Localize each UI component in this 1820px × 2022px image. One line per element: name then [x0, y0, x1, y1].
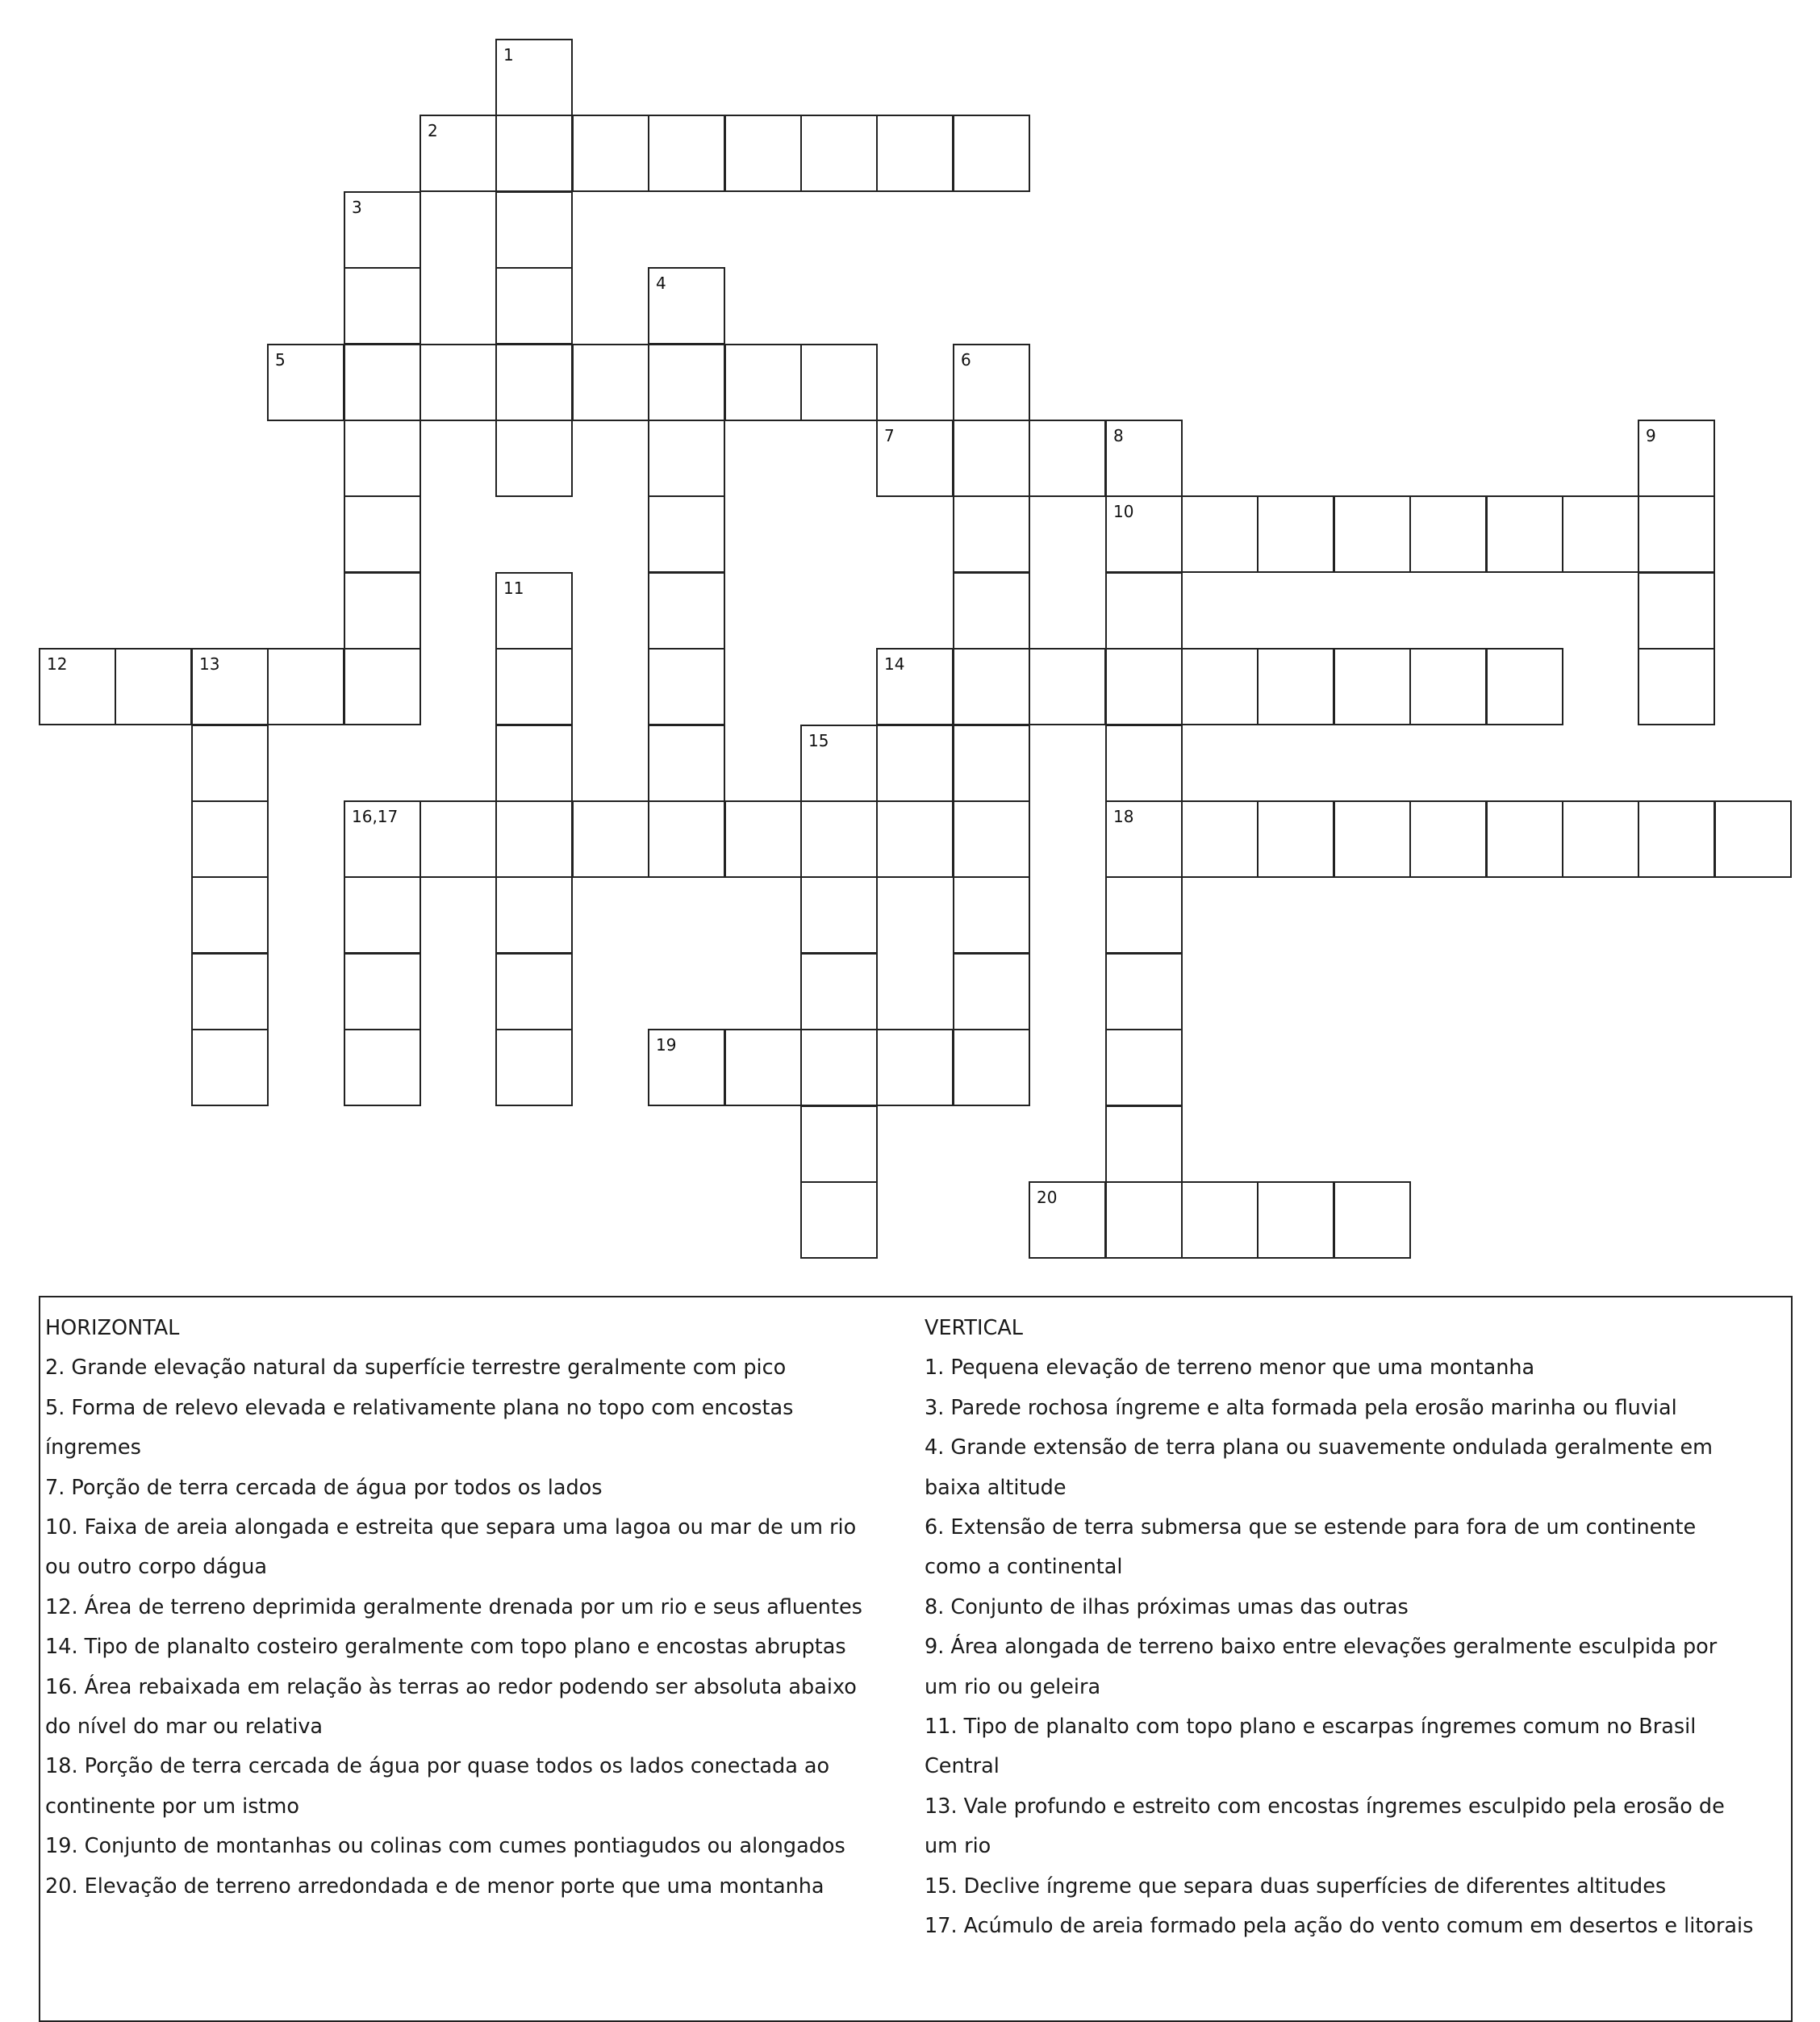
crossword-cell[interactable]	[724, 344, 802, 421]
clue-line: 11. Tipo de planalto com topo plano e escarpas íngremes comum no Brasil	[925, 1715, 1697, 1740]
crossword-cell[interactable]	[1105, 725, 1183, 802]
clue-line: 7. Porção de terra cercada de água por todos os lados	[45, 1475, 603, 1500]
crossword-cell[interactable]	[1105, 572, 1183, 650]
crossword-cell[interactable]	[495, 953, 573, 1030]
cell-number: 10	[1113, 502, 1134, 521]
clue-line: 10. Faixa de areia alongada e estreita que separa uma lagoa ou mar de um rio	[45, 1515, 857, 1540]
clues-horizontal	[45, 1309, 933, 1907]
crossword-cell[interactable]	[1105, 420, 1183, 497]
crossword-cell[interactable]	[953, 495, 1030, 573]
crossword-cell[interactable]	[648, 648, 725, 725]
clue-line: 8. Conjunto de ilhas próximas umas das outras	[925, 1594, 1409, 1619]
crossword-cell[interactable]	[344, 648, 421, 725]
crossword-cell[interactable]	[495, 420, 573, 497]
crossword-cell[interactable]	[800, 344, 878, 421]
clue-line: como a continental	[925, 1555, 1123, 1580]
crossword-cell[interactable]	[800, 1181, 878, 1259]
clue-line: 16. Área rebaixada em relação às terras ao redor podendo ser absoluta abaixo	[45, 1674, 857, 1699]
crossword-cell[interactable]	[495, 267, 573, 345]
crossword-cell[interactable]	[495, 800, 573, 878]
clue-line: 14. Tipo de planalto costeiro geralmente com topo plano e encostas abruptas	[45, 1635, 846, 1660]
crossword-cell[interactable]	[1409, 648, 1487, 725]
crossword-cell[interactable]	[1486, 648, 1563, 725]
clue-line: um rio ou geleira	[925, 1674, 1101, 1699]
clue-line: 6. Extensão de terra submersa que se estende para fora de um continente	[925, 1515, 1697, 1540]
clue-line: 19. Conjunto de montanhas ou colinas com cumes pontiagudos ou alongados	[45, 1834, 845, 1859]
crossword-cell[interactable]	[1334, 800, 1411, 878]
crossword-cell[interactable]	[191, 648, 269, 725]
crossword-cell[interactable]	[1181, 495, 1259, 573]
crossword-cell[interactable]	[344, 953, 421, 1030]
crossword-cell[interactable]	[1029, 1181, 1106, 1259]
crossword-cell[interactable]	[1562, 800, 1639, 878]
crossword-cell[interactable]	[344, 344, 421, 421]
crossword-cell[interactable]	[724, 115, 802, 192]
crossword-cell[interactable]	[1257, 800, 1334, 878]
clues-vertical	[925, 1309, 1789, 1947]
clue-line: 12. Área de terreno deprimida geralmente drenada por um rio e seus afluentes	[45, 1594, 862, 1619]
crossword-cell[interactable]	[1562, 495, 1639, 573]
crossword-cell[interactable]	[267, 648, 344, 725]
crossword-cell[interactable]	[1638, 572, 1715, 650]
clue-line: do nível do mar ou relativa	[45, 1715, 324, 1740]
clue-line: 3. Parede rochosa íngreme e alta formada pela erosão marinha ou fluvial	[925, 1395, 1677, 1420]
crossword-cell[interactable]	[1714, 800, 1792, 878]
crossword-cell[interactable]	[1105, 1029, 1183, 1106]
crossword-cell[interactable]	[191, 725, 269, 802]
clue-line: 9. Área alongada de terreno baixo entre elevações geralmente esculpida por	[925, 1635, 1718, 1660]
crossword-cell[interactable]	[191, 876, 269, 954]
cell-number: 7	[884, 426, 895, 445]
clue-line: 15. Declive íngreme que separa duas superfícies de diferentes altitudes	[925, 1874, 1667, 1899]
crossword-cell[interactable]	[191, 800, 269, 878]
crossword-cell[interactable]	[344, 495, 421, 573]
crossword-cell[interactable]	[648, 1029, 725, 1106]
crossword-cell[interactable]	[1029, 648, 1106, 725]
crossword-cell[interactable]	[191, 1029, 269, 1106]
crossword-cell[interactable]	[648, 115, 725, 192]
crossword-cell[interactable]	[800, 115, 878, 192]
crossword-cell[interactable]	[1486, 495, 1563, 573]
crossword-cell[interactable]	[420, 344, 497, 421]
crossword-cell[interactable]	[800, 800, 878, 878]
clues-vertical-heading: VERTICAL	[925, 1316, 1023, 1340]
crossword-cell[interactable]	[876, 800, 954, 878]
cell-number: 20	[1037, 1188, 1058, 1207]
crossword-cell[interactable]	[953, 572, 1030, 650]
crossword-cell[interactable]	[953, 876, 1030, 954]
crossword-cell[interactable]	[953, 115, 1030, 192]
cell-number: 18	[1113, 807, 1134, 826]
crossword-cell[interactable]	[648, 725, 725, 802]
crossword-cell[interactable]	[344, 191, 421, 269]
crossword-cell[interactable]	[495, 344, 573, 421]
clue-line: 4. Grande extensão de terra plana ou suavemente ondulada geralmente em	[925, 1435, 1713, 1460]
cell-number: 3	[352, 198, 362, 217]
crossword-cell[interactable]	[1181, 1181, 1259, 1259]
crossword-cell[interactable]	[1409, 800, 1487, 878]
crossword-cell[interactable]	[648, 344, 725, 421]
cell-number: 2	[428, 121, 438, 140]
cell-number: 19	[656, 1035, 677, 1055]
crossword-cell[interactable]	[572, 115, 649, 192]
cell-number: 15	[808, 731, 829, 750]
crossword-cell[interactable]	[420, 115, 497, 192]
crossword-cell[interactable]	[648, 267, 725, 345]
crossword-cell[interactable]	[1105, 800, 1183, 878]
clue-line: ou outro corpo dágua	[45, 1555, 268, 1580]
clue-line: 17. Acúmulo de areia formado pela ação do vento comum em desertos e litorais	[925, 1914, 1754, 1939]
cell-number: 4	[656, 274, 666, 293]
clue-line: 18. Porção de terra cercada de água por quase todos os lados conectada ao	[45, 1754, 830, 1779]
crossword-cell[interactable]	[876, 115, 954, 192]
crossword-cell[interactable]	[953, 953, 1030, 1030]
clue-line: 1. Pequena elevação de terreno menor que uma montanha	[925, 1356, 1535, 1381]
crossword-cell[interactable]	[648, 495, 725, 573]
crossword-cell[interactable]	[953, 800, 1030, 878]
crossword-cell[interactable]	[1105, 1105, 1183, 1183]
crossword-cell[interactable]	[648, 572, 725, 650]
crossword-cell[interactable]	[495, 572, 573, 650]
crossword-cell[interactable]	[115, 648, 192, 725]
cell-number: 12	[47, 654, 68, 674]
crossword-cell[interactable]	[953, 1029, 1030, 1106]
crossword-cell[interactable]	[344, 800, 421, 878]
crossword-cell[interactable]	[876, 725, 954, 802]
crossword-cell[interactable]	[1334, 495, 1411, 573]
cell-number: 1	[503, 45, 514, 65]
cell-number: 6	[961, 350, 971, 370]
crossword-cell[interactable]	[495, 876, 573, 954]
crossword-cell[interactable]	[495, 648, 573, 725]
crossword-cell[interactable]	[191, 953, 269, 1030]
crossword-cell[interactable]	[495, 191, 573, 269]
crossword-cell[interactable]	[1105, 1181, 1183, 1259]
crossword-cell[interactable]	[724, 1029, 802, 1106]
crossword-cell[interactable]	[800, 1105, 878, 1183]
crossword-cell[interactable]	[495, 1029, 573, 1106]
crossword-cell[interactable]	[800, 953, 878, 1030]
crossword-cell[interactable]	[1638, 420, 1715, 497]
clue-line: baixa altitude	[925, 1475, 1067, 1500]
crossword-cell[interactable]	[1029, 420, 1106, 497]
cell-number: 13	[199, 654, 220, 674]
clue-line: continente por um istmo	[45, 1794, 299, 1819]
crossword-cell[interactable]	[344, 876, 421, 954]
crossword-cell[interactable]	[1334, 1181, 1411, 1259]
cell-number: 11	[503, 579, 524, 598]
cell-number: 16,17	[352, 807, 399, 826]
crossword-cell[interactable]	[267, 344, 344, 421]
cell-number: 14	[884, 654, 905, 674]
crossword-cell[interactable]	[344, 1029, 421, 1106]
crossword-cell[interactable]	[39, 648, 116, 725]
crossword-cell[interactable]	[1409, 495, 1487, 573]
cell-number: 5	[275, 350, 286, 370]
clues-horizontal-heading: HORIZONTAL	[45, 1316, 180, 1340]
crossword-cell[interactable]	[495, 115, 573, 192]
clues-panel	[39, 1296, 1793, 2022]
crossword-cell[interactable]	[1486, 800, 1563, 878]
crossword-cell[interactable]	[1257, 495, 1334, 573]
crossword-cell[interactable]	[1181, 800, 1259, 878]
crossword-cell[interactable]	[495, 725, 573, 802]
crossword-cell[interactable]	[1181, 648, 1259, 725]
crossword-cell[interactable]	[876, 1029, 954, 1106]
crossword-cell[interactable]	[495, 39, 573, 116]
crossword-cell[interactable]	[800, 725, 878, 802]
crossword-cell[interactable]	[344, 267, 421, 345]
clue-line: um rio	[925, 1834, 991, 1859]
crossword-cell[interactable]	[1638, 648, 1715, 725]
crossword-cell[interactable]	[800, 1029, 878, 1106]
crossword-cell[interactable]	[1257, 648, 1334, 725]
crossword-cell[interactable]	[572, 800, 649, 878]
crossword-cell[interactable]	[572, 344, 649, 421]
crossword-cell[interactable]	[953, 420, 1030, 497]
crossword-cell[interactable]	[648, 420, 725, 497]
crossword-cell[interactable]	[876, 648, 954, 725]
crossword-cell[interactable]	[1105, 953, 1183, 1030]
crossword-cell[interactable]	[876, 420, 954, 497]
clue-line: íngremes	[45, 1435, 141, 1460]
clue-line: 5. Forma de relevo elevada e relativamente plana no topo com encostas	[45, 1395, 794, 1420]
crossword-cell[interactable]	[1105, 648, 1183, 725]
crossword-cell[interactable]	[1638, 800, 1715, 878]
crossword-cell[interactable]	[1257, 1181, 1334, 1259]
crossword-cell[interactable]	[1105, 495, 1183, 573]
crossword-cell[interactable]	[953, 648, 1030, 725]
crossword-cell[interactable]	[1638, 495, 1715, 573]
crossword-cell[interactable]	[800, 876, 878, 954]
crossword-cell[interactable]	[1334, 648, 1411, 725]
clue-line: 13. Vale profundo e estreito com encostas íngremes esculpido pela erosão de	[925, 1794, 1725, 1819]
clue-line: Central	[925, 1754, 1000, 1779]
clue-line: 20. Elevação de terreno arredondada e de menor porte que uma montanha	[45, 1874, 824, 1899]
crossword-cell[interactable]	[344, 572, 421, 650]
cell-number: 9	[1646, 426, 1656, 445]
cell-number: 8	[1113, 426, 1124, 445]
crossword-cell[interactable]	[953, 344, 1030, 421]
crossword-cell[interactable]	[724, 800, 802, 878]
crossword-cell[interactable]	[648, 800, 725, 878]
crossword-cell[interactable]	[1105, 876, 1183, 954]
crossword-cell[interactable]	[344, 420, 421, 497]
crossword-cell[interactable]	[420, 800, 497, 878]
clue-line: 2. Grande elevação natural da superfície terrestre geralmente com pico	[45, 1356, 787, 1381]
crossword-cell[interactable]	[953, 725, 1030, 802]
